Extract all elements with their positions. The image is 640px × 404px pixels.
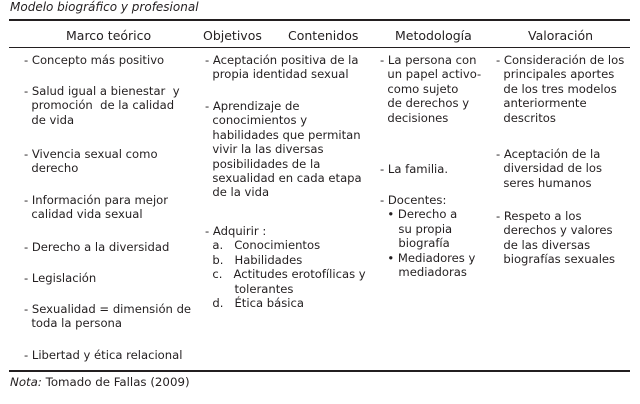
cell-line: conocimientos y bbox=[205, 113, 308, 128]
cell-line: descritos bbox=[496, 110, 556, 125]
marco-item-1 bbox=[24, 53, 164, 67]
cell-line: - Legislación bbox=[24, 271, 97, 285]
cell-line: - Aceptación de la bbox=[496, 147, 601, 161]
cell-line: d. Ética básica bbox=[205, 296, 304, 311]
cell-line: seres humanos bbox=[496, 175, 592, 190]
cell-line: habilidades que permitan bbox=[205, 127, 361, 142]
cell-line: - Respeto a los bbox=[496, 209, 582, 223]
cell-line: a. Conocimientos bbox=[205, 238, 321, 253]
objetivos-item-1 bbox=[205, 53, 358, 82]
cell-line: - Derecho a la diversidad bbox=[24, 240, 170, 254]
cell-line: - Consideración de los bbox=[496, 53, 625, 67]
table-note bbox=[10, 375, 190, 390]
cell-line: - Libertad y ética relacional bbox=[24, 348, 183, 362]
note-text: Tomado de Fallas (2009) bbox=[41, 375, 190, 389]
cell-line: • Mediadores y bbox=[380, 250, 476, 265]
header-rule bbox=[9, 47, 630, 48]
cell-line: - Sexualidad = dimensión de bbox=[24, 302, 192, 316]
header-valoracion: Valoración bbox=[528, 28, 594, 43]
valoracion-item-2 bbox=[496, 147, 602, 190]
cell-line: - La persona con bbox=[380, 53, 477, 67]
bottom-rule bbox=[9, 370, 630, 372]
marco-item-5 bbox=[24, 240, 169, 254]
cell-line: propia identidad sexual bbox=[205, 67, 349, 82]
metodologia-item-3 bbox=[380, 193, 475, 279]
cell-line: - Adquirir : bbox=[205, 224, 267, 238]
cell-line: biografías sexuales bbox=[496, 252, 616, 267]
marco-item-7 bbox=[24, 302, 191, 331]
cell-line: - Información para mejor bbox=[24, 193, 169, 207]
cell-line: posibilidades de la bbox=[205, 156, 321, 171]
cell-line: decisiones bbox=[380, 110, 449, 125]
cell-line: - Aceptación positiva de la bbox=[205, 53, 359, 67]
cell-line: promoción de la calidad bbox=[24, 98, 175, 113]
marco-item-2 bbox=[24, 84, 180, 127]
cell-line: - Salud igual a bienestar y bbox=[24, 84, 180, 98]
header-marco-teorico: Marco teórico bbox=[66, 28, 152, 43]
cell-line: de vida bbox=[24, 112, 75, 127]
header-metodologia: Metodología bbox=[395, 28, 472, 43]
objetivos-item-2 bbox=[205, 99, 362, 200]
cell-line: diversidad de los bbox=[496, 161, 603, 176]
note-label: Nota: bbox=[10, 375, 42, 389]
header-contenidos: Contenidos bbox=[288, 28, 359, 43]
cell-line: vivir la las diversas bbox=[205, 142, 324, 157]
cell-line: tolerantes bbox=[205, 281, 294, 296]
marco-item-3 bbox=[24, 147, 158, 176]
cell-line: de las diversas bbox=[496, 237, 591, 252]
objetivos-item-3 bbox=[205, 224, 366, 310]
cell-line: calidad vida sexual bbox=[24, 207, 143, 222]
cell-line: anteriormente bbox=[496, 96, 587, 111]
cell-line: - Concepto más positivo bbox=[24, 53, 165, 67]
cell-line: toda la persona bbox=[24, 316, 123, 331]
cell-line: de los tres modelos bbox=[496, 81, 617, 96]
table-title: Modelo biográfico y profesional bbox=[10, 0, 199, 14]
cell-line: - Vivencia sexual como bbox=[24, 147, 158, 161]
metodologia-item-1 bbox=[380, 53, 481, 125]
cell-line: - Docentes: bbox=[380, 193, 447, 207]
cell-line: derecho bbox=[24, 161, 79, 176]
cell-line: sexualidad en cada etapa bbox=[205, 171, 362, 186]
valoracion-item-3 bbox=[496, 209, 615, 267]
cell-line: - La familia. bbox=[380, 162, 449, 176]
cell-line: mediadoras bbox=[380, 265, 467, 280]
cell-line: - Aprendizaje de bbox=[205, 99, 300, 113]
valoracion-item-1 bbox=[496, 53, 624, 125]
cell-line: b. Habilidades bbox=[205, 252, 303, 267]
cell-line: principales aportes bbox=[496, 67, 615, 82]
cell-line: como sujeto bbox=[380, 81, 459, 96]
header-objetivos: Objetivos bbox=[203, 28, 262, 43]
cell-line: un papel activo- bbox=[380, 67, 482, 82]
cell-line: • Derecho a bbox=[380, 207, 458, 222]
marco-item-8 bbox=[24, 348, 182, 362]
cell-line: biografía bbox=[380, 236, 450, 251]
cell-line: su propia bbox=[380, 221, 453, 236]
marco-item-6 bbox=[24, 271, 96, 285]
cell-line: derechos y valores bbox=[496, 223, 613, 238]
cell-line: de derechos y bbox=[380, 96, 470, 111]
metodologia-item-2 bbox=[380, 162, 448, 176]
cell-line: c. Actitudes erotofílicas y bbox=[205, 267, 366, 282]
cell-line: de la vida bbox=[205, 185, 270, 200]
marco-item-4 bbox=[24, 193, 168, 222]
top-rule bbox=[9, 19, 630, 21]
